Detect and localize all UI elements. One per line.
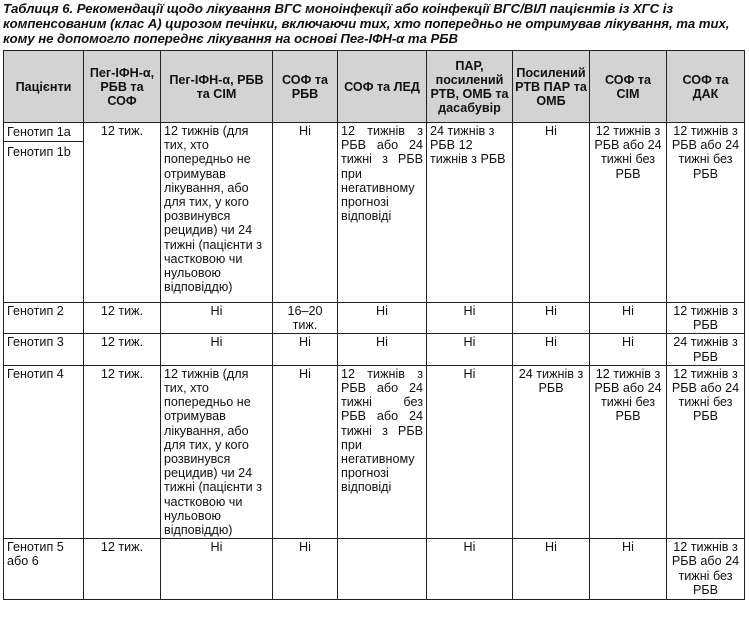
- header-peg-ifn-rbv-sim: Пег-ІФН-α, РБВ та СІМ: [161, 51, 273, 123]
- cell-peg-ifn-rbv-sof: 12 тиж.: [84, 539, 161, 600]
- cell-sof-dak: 24 тижнів з РБВ: [667, 334, 745, 365]
- cell-peg-ifn-rbv-sim: 12 тижнів (для тих, хто попередньо не отримував лікування, або для тих, у кого розвинувся рецидив) чи 24 тижні (пацієнти з частковою чи нульовою відповіддю): [161, 123, 273, 303]
- cell-peg-ifn-rbv-sof: 12 тиж.: [84, 123, 161, 303]
- cell-sof-led: 12 тижнів з РБВ або 24 тижні з РБВ при негативному прогнозі відповіді: [338, 123, 427, 303]
- header-sof-sim: СОФ та СІМ: [590, 51, 667, 123]
- cell-sof-sim: 12 тижнів з РБВ або 24 тижні без РБВ: [590, 365, 667, 538]
- cell-sof-led: Ні: [338, 303, 427, 334]
- header-peg-ifn-rbv-sof: Пег-ІФН-α, РБВ та СОФ: [84, 51, 161, 123]
- cell-sof-rbv: Ні: [273, 539, 338, 600]
- patient-cell: Генотип 4: [4, 365, 84, 538]
- cell-sof-sim: Ні: [590, 334, 667, 365]
- cell-par-rtv-omb-dasabuvir: Ні: [427, 539, 513, 600]
- cell-sof-led: [338, 539, 427, 600]
- treatment-recommendations-table: [3, 50, 745, 600]
- cell-sof-dak: 12 тижнів з РБВ або 24 тижні без РБВ: [667, 123, 745, 303]
- table-row: [4, 334, 745, 365]
- header-sof-dak: СОФ та ДАК: [667, 51, 745, 123]
- cell-rtv-par-omb: Ні: [513, 123, 590, 303]
- table-row: [4, 123, 745, 303]
- cell-par-rtv-omb-dasabuvir: Ні: [427, 365, 513, 538]
- cell-sof-dak: 12 тижнів з РБВ або 24 тижні без РБВ: [667, 365, 745, 538]
- cell-par-rtv-omb-dasabuvir: Ні: [427, 334, 513, 365]
- patient-cell: Генотип 2: [4, 303, 84, 334]
- header-patients: Пацієнти: [4, 51, 84, 123]
- cell-rtv-par-omb: Ні: [513, 303, 590, 334]
- cell-sof-rbv: 16–20 тиж.: [273, 303, 338, 334]
- header-par-rtv-omb-dasabuvir: ПАР, посилений РТВ, ОМБ та дасабувір: [427, 51, 513, 123]
- cell-sof-dak: 12 тижнів з РБВ: [667, 303, 745, 334]
- cell-peg-ifn-rbv-sof: 12 тиж.: [84, 365, 161, 538]
- cell-sof-led: Ні: [338, 334, 427, 365]
- table-caption: Таблиця 6. Рекомендації щодо лікування ВГС моноінфекції або коінфекції ВГС/ВІЛ пацієнтів із ХГС із компенсованим (клас А) цирозом печінки, включаючи тих, хто попередньо не отримував лікування, та тих, кому не допомогло попереднє лікування на основі Пег-ІФН-α та РБВ: [3, 1, 730, 46]
- cell-sof-dak: 12 тижнів з РБВ або 24 тижні без РБВ: [667, 539, 745, 600]
- patient-genotype-1b: Генотип 1b: [7, 145, 71, 160]
- header-sof-rbv: СОФ та РБВ: [273, 51, 338, 123]
- cell-sof-sim: Ні: [590, 539, 667, 600]
- cell-peg-ifn-rbv-sim: 12 тижнів (для тих, хто попередньо не отримував лікування, або для тих, у кого розвинувся рецидив) чи 24 тижні (пацієнти з частковою чи нульовою відповіддю): [161, 365, 273, 538]
- cell-peg-ifn-rbv-sim: Ні: [161, 334, 273, 365]
- cell-rtv-par-omb: 24 тижнів з РБВ: [513, 365, 590, 538]
- header-rtv-par-omb: Посилений РТВ ПАР та ОМБ: [513, 51, 590, 123]
- cell-sof-sim: 12 тижнів з РБВ або 24 тижні без РБВ: [590, 123, 667, 303]
- cell-sof-sim: Ні: [590, 303, 667, 334]
- table-row: [4, 539, 745, 600]
- patient-cell: Генотип 3: [4, 334, 84, 365]
- patient-cell: Генотип 5 або 6: [4, 539, 84, 600]
- cell-sof-led: 12 тижнів з РБВ або 24 тижні без РБВ або 24 тижні з РБВ при негативному прогнозі відповіді: [338, 365, 427, 538]
- cell-peg-ifn-rbv-sof: 12 тиж.: [84, 303, 161, 334]
- cell-rtv-par-omb: Ні: [513, 539, 590, 600]
- cell-peg-ifn-rbv-sim: Ні: [161, 539, 273, 600]
- cell-peg-ifn-rbv-sof: 12 тиж.: [84, 334, 161, 365]
- cell-par-rtv-omb-dasabuvir: Ні: [427, 303, 513, 334]
- cell-par-rtv-omb-dasabuvir: 24 тижнів з РБВ 12 тижнів з РБВ: [427, 123, 513, 303]
- table-header-row: [4, 51, 745, 123]
- cell-sof-rbv: Ні: [273, 123, 338, 303]
- table-row: [4, 365, 745, 538]
- cell-sof-rbv: Ні: [273, 365, 338, 538]
- header-sof-led: СОФ та ЛЕД: [338, 51, 427, 123]
- cell-rtv-par-omb: Ні: [513, 334, 590, 365]
- cell-peg-ifn-rbv-sim: Ні: [161, 303, 273, 334]
- patient-genotype-1a: Генотип 1а: [4, 123, 84, 142]
- patient-cell: [4, 123, 84, 303]
- cell-sof-rbv: Ні: [273, 334, 338, 365]
- table-row: [4, 303, 745, 334]
